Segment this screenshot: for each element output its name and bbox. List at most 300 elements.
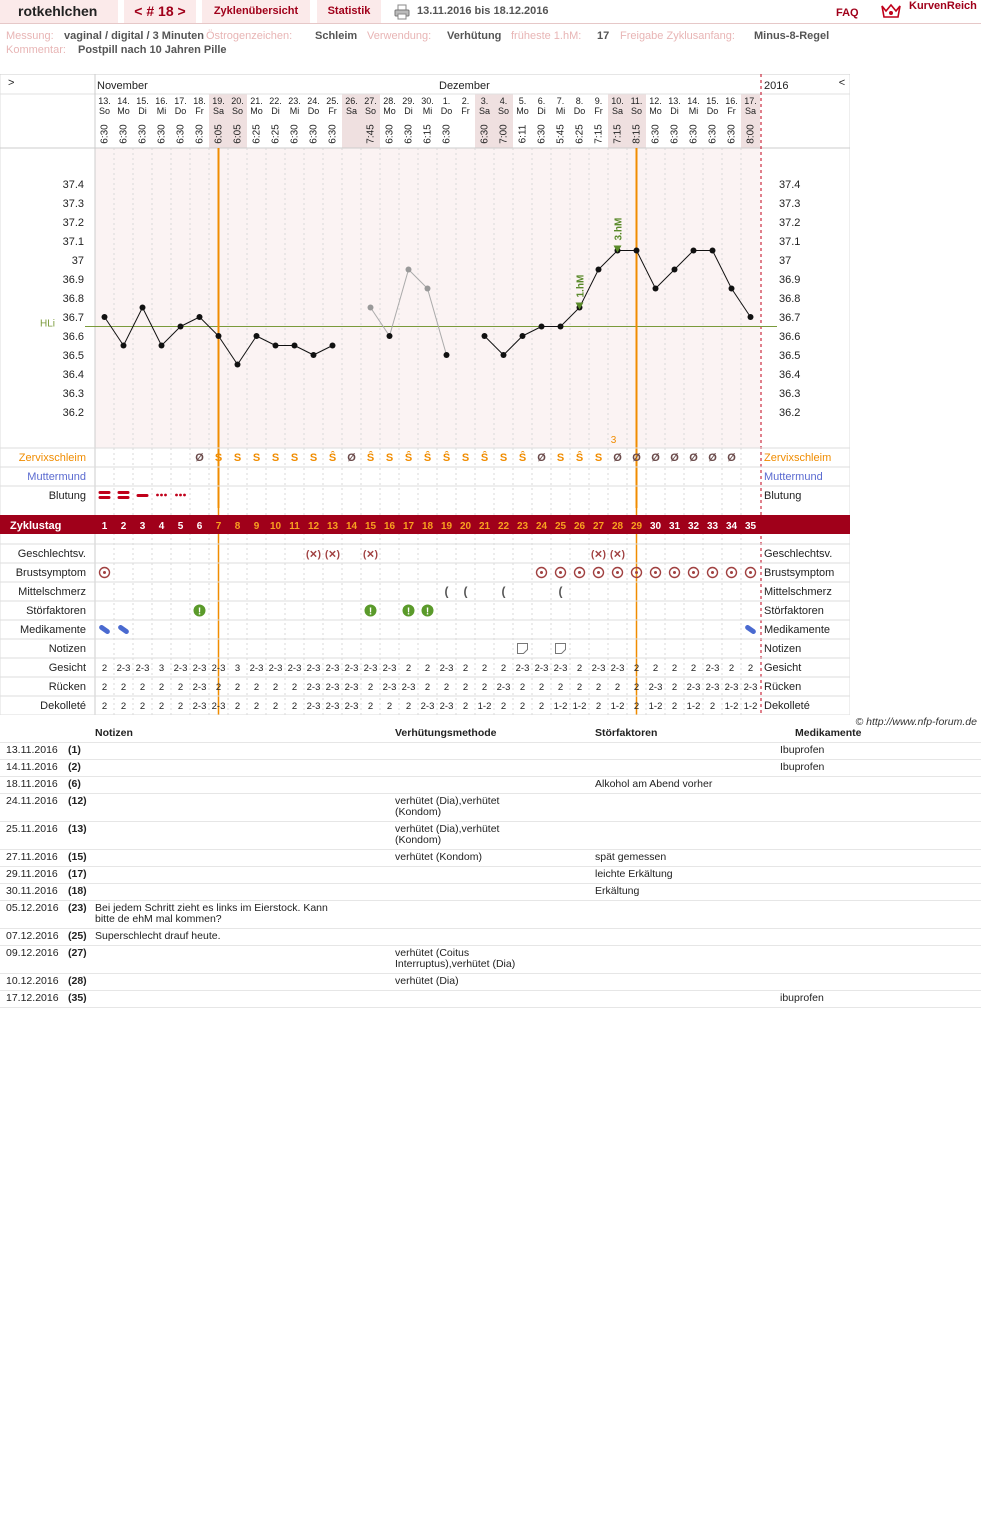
- skin-value: 2: [234, 701, 241, 712]
- notes-cell: Erkältung: [595, 885, 640, 897]
- temperature-point: [235, 362, 241, 368]
- notes-cell: Superschlecht drauf heute.: [95, 930, 221, 942]
- date-label: 23.: [288, 96, 301, 106]
- skin-value: 2-3: [610, 663, 625, 674]
- skin-value: 2: [538, 701, 545, 712]
- mucus-symbol: Ø: [708, 452, 717, 464]
- skin-value: 2-3: [287, 663, 302, 674]
- skin-value: 2: [272, 701, 279, 712]
- bleeding-light: [160, 494, 163, 497]
- notes-cell: Bei jedem Schritt zieht es links im Eierstock. Kann bitte de ehM mal kommen?: [95, 902, 328, 925]
- notes-cell: (13): [68, 823, 87, 835]
- skin-value: 2-3: [648, 682, 663, 693]
- skin-value: 2: [215, 682, 222, 693]
- logo-text: KurvenReich: [909, 0, 977, 12]
- temperature-point: [482, 333, 488, 339]
- skin-value: 2: [481, 663, 488, 674]
- faq-link[interactable]: FAQ: [836, 7, 859, 19]
- row-label-right: Zervixschleim: [764, 452, 832, 464]
- cycle-day-number: 21: [478, 521, 491, 532]
- skin-value: 1-2: [743, 701, 758, 712]
- notes-cell: (12): [68, 795, 87, 807]
- mucus-symbol: Ŝ: [366, 452, 375, 464]
- skin-value: 2: [500, 701, 507, 712]
- temperature-point: [596, 267, 602, 273]
- time-label: 6:25: [251, 124, 263, 144]
- notes-header-row: [0, 726, 981, 743]
- breast-symptom-icon: [711, 571, 714, 574]
- skin-value: 2: [576, 682, 583, 693]
- temperature-point: [102, 314, 108, 320]
- skin-value: 2: [728, 663, 735, 674]
- y-tick-right: 36.9: [779, 274, 801, 286]
- temperature-point: [178, 324, 184, 330]
- notes-cell: (1): [68, 744, 81, 756]
- cycle-day-number: 2: [120, 521, 127, 532]
- weekday-label: Mi: [688, 106, 699, 116]
- time-label: 6:30: [99, 124, 111, 144]
- weekday-label: Sa: [478, 106, 491, 116]
- cycle-day-number: 10: [269, 521, 282, 532]
- mucus-symbol: Ø: [195, 452, 204, 464]
- y-tick-right: 36.6: [779, 331, 801, 343]
- mucus-symbol: S: [594, 452, 603, 464]
- y-tick-right: 37.1: [779, 236, 801, 248]
- date-label: 7.: [556, 96, 565, 106]
- breast-symptom-icon: [597, 571, 600, 574]
- row-label-left: Zervixschleim: [18, 452, 86, 464]
- skin-value: 2: [158, 701, 165, 712]
- skin-value: 1-2: [686, 701, 701, 712]
- disturbance-mark: !: [368, 606, 373, 618]
- row-label-left: Störfaktoren: [26, 605, 86, 617]
- midcycle-pain-icon: (: [444, 584, 449, 599]
- cycle-day-number: 17: [402, 521, 415, 532]
- temperature-point: [729, 286, 735, 292]
- notes-cell: Ibuprofen: [780, 744, 825, 756]
- mucus-symbol: Ŝ: [423, 452, 432, 464]
- date-label: 9.: [594, 96, 603, 106]
- skin-value: 2: [462, 663, 469, 674]
- temperature-point: [216, 333, 222, 339]
- temperature-point: [292, 343, 298, 349]
- skin-value: 2-3: [382, 682, 397, 693]
- measure-label: Messung:: [6, 30, 54, 42]
- coverline-label: HLi: [40, 318, 56, 330]
- notes-row: [0, 901, 981, 929]
- cycle-day-label: Zyklustag: [10, 520, 62, 532]
- bleeding-light: [175, 494, 178, 497]
- notes-cell: leichte Erkältung: [595, 868, 673, 880]
- row-label-right: Mittelschmerz: [764, 586, 832, 598]
- skin-value: 2-3: [591, 663, 606, 674]
- mucus-symbol: S: [385, 452, 394, 464]
- row-label-left: Notizen: [48, 643, 86, 655]
- breast-symptom-icon: [616, 571, 619, 574]
- notes-cell: 27.11.2016: [6, 851, 58, 863]
- date-label: 2.: [461, 96, 470, 106]
- weekday-label: Do: [174, 106, 187, 116]
- notes-cell: Alkohol am Abend vorher: [595, 778, 713, 790]
- skin-value: 3: [158, 663, 165, 674]
- skin-value: 2-3: [135, 663, 150, 674]
- weekday-label: Mi: [555, 106, 566, 116]
- bleeding-heavy: [99, 491, 111, 494]
- disturbance-mark: !: [425, 606, 430, 618]
- skin-value: 2: [633, 682, 640, 693]
- skin-value: 2-3: [325, 701, 340, 712]
- time-label: 6:30: [707, 124, 719, 144]
- y-tick-left: 37.2: [62, 217, 84, 229]
- skin-value: 2-3: [553, 663, 568, 674]
- skin-value: 2: [253, 701, 260, 712]
- skin-value: 2: [120, 701, 127, 712]
- skin-value: 2-3: [116, 663, 131, 674]
- cycle-day-number: 13: [326, 521, 339, 532]
- date-label: 26.: [345, 96, 358, 106]
- weekday-label: So: [364, 106, 377, 116]
- skin-value: 2-3: [705, 682, 720, 693]
- temperature-point: [273, 343, 279, 349]
- skin-value: 2-3: [173, 663, 188, 674]
- row-label-right: Notizen: [764, 643, 802, 655]
- time-label: 6:15: [422, 124, 434, 144]
- skin-value: 2-3: [325, 682, 340, 693]
- cycle-day-number: 18: [421, 521, 434, 532]
- date-label: 27.: [364, 96, 377, 106]
- notes-cell: 25.11.2016: [6, 823, 58, 835]
- time-label: 6:30: [327, 124, 339, 144]
- y-tick-left: 36.3: [62, 388, 84, 400]
- time-label: 6:30: [726, 124, 738, 144]
- y-tick-left: 37.3: [62, 198, 84, 210]
- next-nav-button: <: [838, 77, 846, 89]
- time-label: 6:30: [308, 124, 320, 144]
- date-range: 13.11.2016 bis 18.12.2016: [417, 5, 549, 17]
- time-label: 6:05: [213, 124, 225, 144]
- skin-value: 2: [690, 663, 697, 674]
- cycle-navigator[interactable]: < # 18 >: [124, 0, 196, 23]
- copyright-notice: © http://www.nfp-forum.de: [855, 716, 977, 728]
- y-tick-right: 37: [779, 255, 792, 267]
- notes-cell: 13.11.2016: [6, 744, 58, 756]
- date-label: 13.: [98, 96, 111, 106]
- y-tick-right: 36.4: [779, 369, 801, 381]
- skin-value: 2: [177, 682, 184, 693]
- cycle-overview-link[interactable]: Zyklenübersicht: [202, 0, 310, 23]
- skin-value: 2-3: [192, 701, 207, 712]
- notes-row: [0, 850, 981, 867]
- skin-value: 1-2: [648, 701, 663, 712]
- notes-cell: 07.12.2016: [6, 930, 59, 942]
- date-label: 4.: [499, 96, 508, 106]
- notes-row: [0, 974, 981, 991]
- mucus-symbol: Ø: [689, 452, 698, 464]
- time-label: 6:30: [384, 124, 396, 144]
- usage-value: Verhütung: [447, 30, 502, 42]
- row-label-right: Geschlechtsv.: [764, 548, 833, 560]
- y-tick-right: 37.4: [779, 179, 801, 191]
- weekday-label: Di: [670, 106, 679, 116]
- skin-value: 2-3: [382, 663, 397, 674]
- skin-value: 2-3: [401, 682, 416, 693]
- cycle-day-number: 5: [177, 521, 184, 532]
- time-label: 6:30: [403, 124, 415, 144]
- notes-cell: 17.12.2016: [6, 992, 59, 1004]
- time-label: 7:15: [612, 124, 624, 144]
- y-tick-right: 37.3: [779, 198, 801, 210]
- skin-value: 2: [139, 701, 146, 712]
- date-label: 28.: [383, 96, 396, 106]
- skin-value: 2: [177, 701, 184, 712]
- skin-value: 2-3: [363, 663, 378, 674]
- date-label: 3.: [480, 96, 489, 106]
- skin-value: 2: [405, 663, 412, 674]
- breast-symptom-icon: [749, 571, 752, 574]
- time-label: 6:30: [650, 124, 662, 144]
- notes-row: [0, 884, 981, 901]
- temperature-point: [140, 305, 146, 311]
- temperature-point: [406, 267, 412, 273]
- temperature-point: [520, 333, 526, 339]
- bleeding-heavy: [118, 496, 130, 499]
- date-label: 5.: [518, 96, 527, 106]
- row-label-right: Rücken: [764, 681, 802, 693]
- skin-value: 2: [367, 682, 374, 693]
- notes-cell: spät gemessen: [595, 851, 667, 863]
- skin-value: 2: [614, 682, 621, 693]
- skin-value: 2: [576, 663, 583, 674]
- weekday-label: Di: [404, 106, 413, 116]
- weekday-label: So: [98, 106, 111, 116]
- skin-value: 2: [557, 682, 564, 693]
- weekday-label: So: [231, 106, 244, 116]
- time-label: 6:30: [536, 124, 548, 144]
- skin-value: 2: [671, 682, 678, 693]
- mucus-symbol: S: [252, 452, 261, 464]
- date-label: 11.: [630, 96, 643, 106]
- temperature-point: [710, 248, 716, 254]
- weekday-label: Do: [573, 106, 586, 116]
- cycle-day-number: 22: [497, 521, 510, 532]
- row-label-right: Muttermund: [764, 471, 823, 483]
- temperature-point: [691, 248, 697, 254]
- cycle-day-number: 34: [725, 521, 738, 532]
- skin-value: 2-3: [496, 682, 511, 693]
- y-tick-left: 37: [71, 255, 84, 267]
- notes-header-cell: Störfaktoren: [595, 727, 658, 739]
- skin-value: 2: [519, 701, 526, 712]
- notes-cell: 24.11.2016: [6, 795, 58, 807]
- breast-symptom-icon: [635, 571, 638, 574]
- notes-cell: verhütet (Dia),verhütet (Kondom): [395, 823, 500, 846]
- midcycle-pain-icon: (: [463, 584, 468, 599]
- date-label: 12.: [649, 96, 662, 106]
- skin-value: 1-2: [610, 701, 625, 712]
- skin-value: 2: [367, 701, 374, 712]
- weekday-label: Mi: [156, 106, 167, 116]
- y-tick-left: 36.9: [62, 274, 84, 286]
- skin-value: 2: [272, 682, 279, 693]
- skin-value: 2: [424, 682, 431, 693]
- intercourse-icon: (✕): [362, 549, 379, 561]
- skin-value: 2: [633, 701, 640, 712]
- estrogen-value: Schleim: [315, 30, 358, 42]
- y-tick-right: 36.2: [779, 407, 801, 419]
- weekday-label: Mi: [422, 106, 433, 116]
- weekday-label: Mo: [516, 106, 529, 116]
- weekday-label: Mo: [383, 106, 396, 116]
- skin-value: 2: [120, 682, 127, 693]
- weekday-label: Mo: [250, 106, 263, 116]
- time-label: 6:30: [479, 124, 491, 144]
- notes-cell: (23): [68, 902, 87, 914]
- notes-cell: (2): [68, 761, 81, 773]
- y-tick-right: 36.8: [779, 293, 801, 305]
- breast-symptom-icon: [654, 571, 657, 574]
- skin-value: 2: [481, 682, 488, 693]
- bleeding-medium: [137, 494, 149, 497]
- mucus-symbol: Ŝ: [575, 452, 584, 464]
- skin-value: 2-3: [192, 682, 207, 693]
- bleeding-light: [164, 494, 167, 497]
- mucus-symbol: Ŝ: [328, 452, 337, 464]
- date-label: 17.: [174, 96, 187, 106]
- skin-value: 2: [671, 701, 678, 712]
- weekday-label: Di: [537, 106, 546, 116]
- mucus-symbol: Ø: [613, 452, 622, 464]
- notes-cell: 29.11.2016: [6, 868, 58, 880]
- bleeding-light: [179, 494, 182, 497]
- time-label: 6:30: [441, 124, 453, 144]
- weekday-label: Fr: [461, 106, 470, 116]
- info-line-1: [6, 29, 981, 43]
- cycle-day-number: 7: [215, 521, 222, 532]
- intercourse-icon: (✕): [609, 549, 626, 561]
- skin-value: 2: [158, 682, 165, 693]
- row-label-right: Dekolleté: [764, 700, 810, 712]
- top-bar: [0, 0, 981, 24]
- notes-row: [0, 867, 981, 884]
- date-label: 16.: [725, 96, 738, 106]
- user-name[interactable]: rotkehlchen: [0, 0, 118, 23]
- skin-value: 2-3: [420, 701, 435, 712]
- skin-value: 2: [652, 663, 659, 674]
- printer-icon[interactable]: [394, 4, 410, 20]
- kurvenreich-logo[interactable]: [880, 0, 981, 23]
- cycle-day-number: 3: [139, 521, 146, 532]
- skin-value: 2: [462, 701, 469, 712]
- counter-label: 3: [610, 435, 617, 446]
- skin-value: 2-3: [344, 682, 359, 693]
- header-divider: [0, 23, 981, 24]
- skin-value: 2: [101, 701, 108, 712]
- estrogen-label: Östrogenzeichen:: [206, 30, 293, 42]
- temperature-point: [558, 324, 564, 330]
- notes-cell: 05.12.2016: [6, 902, 59, 914]
- breast-symptom-icon: [578, 571, 581, 574]
- mucus-symbol: Ŝ: [480, 452, 489, 464]
- date-label: 18.: [193, 96, 206, 106]
- row-label-right: Störfaktoren: [764, 605, 824, 617]
- notes-row: [0, 822, 981, 850]
- notes-cell: (35): [68, 992, 87, 1004]
- skin-value: 2-3: [724, 682, 739, 693]
- mucus-symbol: S: [499, 452, 508, 464]
- y-tick-left: 36.6: [62, 331, 84, 343]
- notes-cell: verhütet (Dia): [395, 975, 459, 987]
- info-line-2: [6, 43, 506, 57]
- plot-area: [95, 148, 760, 448]
- row-label-right: Brustsymptom: [764, 567, 835, 579]
- notes-cell: ibuprofen: [780, 992, 824, 1004]
- date-label: 22.: [269, 96, 282, 106]
- mucus-symbol: S: [290, 452, 299, 464]
- time-label: 6:25: [574, 124, 586, 144]
- mucus-symbol: Ŝ: [518, 452, 527, 464]
- skin-value: 2: [633, 663, 640, 674]
- time-label: 6:11: [517, 124, 529, 144]
- cycle-day-number: 26: [573, 521, 586, 532]
- skin-value: 2-3: [344, 701, 359, 712]
- y-tick-left: 37.1: [62, 236, 84, 248]
- date-label: 17.: [744, 96, 757, 106]
- date-label: 15.: [706, 96, 719, 106]
- row-label-left: Gesicht: [48, 662, 86, 674]
- skin-value: 2: [101, 663, 108, 674]
- row-label-left: Blutung: [48, 490, 86, 502]
- skin-value: 2-3: [306, 701, 321, 712]
- cycle-day-number: 4: [158, 521, 165, 532]
- notes-cell: 10.12.2016: [6, 975, 59, 987]
- notes-row: [0, 929, 981, 946]
- comment-label: Kommentar:: [6, 44, 66, 56]
- y-tick-right: 37.2: [779, 217, 801, 229]
- skin-value: 2: [386, 701, 393, 712]
- date-label: 8.: [575, 96, 584, 106]
- cycle-day-number: 9: [253, 521, 260, 532]
- cycle-day-number: 30: [649, 521, 662, 532]
- temperature-point: [539, 324, 545, 330]
- bleeding-heavy: [99, 496, 111, 499]
- statistics-link[interactable]: Statistik: [317, 0, 381, 23]
- breast-symptom-icon: [103, 571, 106, 574]
- temperature-point: [444, 352, 450, 358]
- skin-value: 2-3: [534, 663, 549, 674]
- weekday-label: Fr: [594, 106, 603, 116]
- mucus-symbol: Ø: [670, 452, 679, 464]
- notes-cell: verhütet (Dia),verhütet (Kondom): [395, 795, 500, 818]
- weekday-label: Fr: [195, 106, 204, 116]
- notes-row: [0, 946, 981, 974]
- breast-symptom-icon: [730, 571, 733, 574]
- notes-cell: 18.11.2016: [6, 778, 58, 790]
- time-label: 6:30: [137, 124, 149, 144]
- date-label: 30.: [421, 96, 434, 106]
- cycle-day-number: 32: [687, 521, 700, 532]
- date-label: 1.: [442, 96, 451, 106]
- skin-value: 2-3: [439, 663, 454, 674]
- temperature-point: [368, 305, 374, 311]
- skin-value: 2-3: [211, 663, 226, 674]
- cycle-day-number: 14: [345, 521, 358, 532]
- weekday-label: So: [497, 106, 510, 116]
- weekday-label: Sa: [212, 106, 225, 116]
- hm-marker-label: 1.hM: [575, 274, 587, 298]
- comment-value: Postpill nach 10 Jahren Pille: [78, 44, 227, 56]
- breast-symptom-icon: [559, 571, 562, 574]
- skin-value: 2: [291, 701, 298, 712]
